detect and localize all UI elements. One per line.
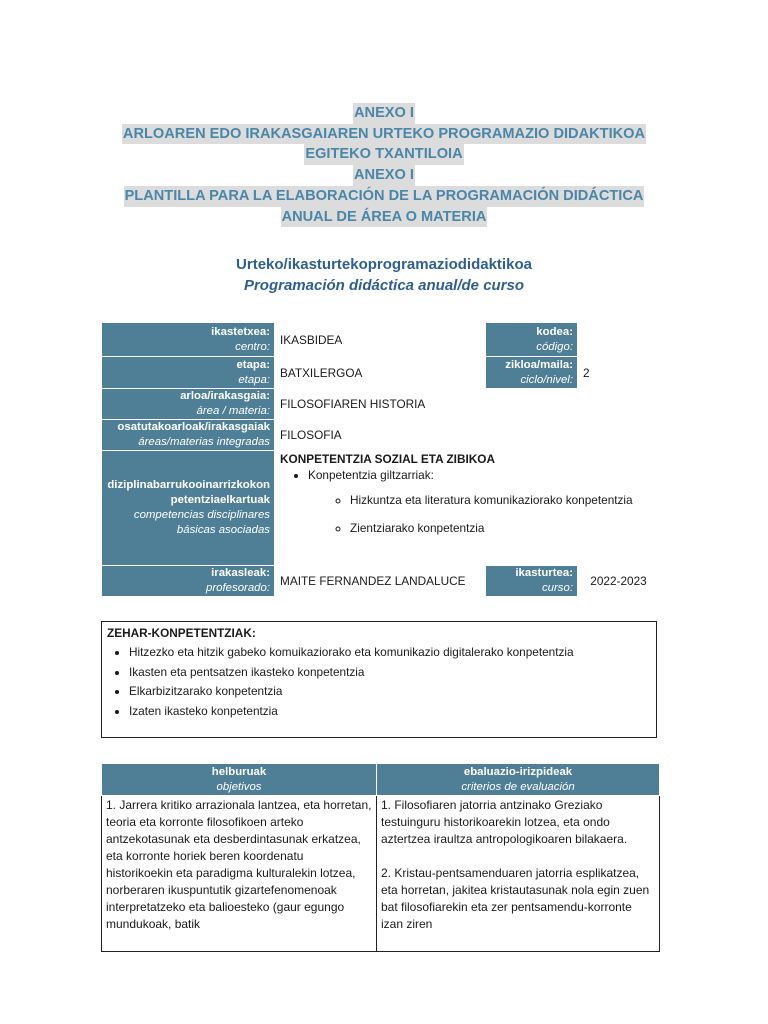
area-label-es: área / materia:: [196, 405, 270, 417]
etapa-label-cell: [102, 357, 275, 389]
area-label-eu: arloa/irakasgaia:: [180, 390, 270, 402]
competencias-title: KONPETENTZIA SOZIAL ETA ZIBIKOA: [280, 452, 495, 466]
subtitle-basque: Urteko/ikasturtekoprogramaziodidaktikoa: [236, 256, 532, 273]
objectives-table: [101, 763, 660, 952]
integradas-value: FILOSOFIA: [275, 420, 660, 451]
ciclo-label-es: ciclo/nivel:: [520, 373, 573, 386]
curso-label-eu: ikasturtea:: [515, 567, 573, 579]
criteria-header-eu: ebaluazio-irizpideak: [463, 765, 573, 778]
ciclo-label-eu: zikloa/maila:: [505, 358, 573, 371]
etapa-label-es: etapa:: [238, 373, 270, 386]
area-label-cell: [102, 389, 275, 420]
etapa-value: BATXILERGOA: [275, 357, 486, 389]
codigo-label-es: código:: [536, 340, 573, 353]
list-item: ◦ Zientziarako konpetentzia: [350, 521, 654, 536]
centro-label-eu: ikastetxea:: [211, 325, 270, 338]
integradas-label-eu: osatutakoarloak/irakasgaiak: [117, 421, 270, 433]
list-item: • Ikasten eta pentsatzen ikasteko konpetentzia: [129, 663, 651, 683]
list-item: • Izaten ikasteko konpetentzia: [129, 702, 651, 722]
list-item: ◦ Hizkuntza eta literatura komunikaziorako konpetentzia: [350, 493, 654, 508]
integradas-label-es: áreas/materias integradas: [138, 436, 270, 448]
criterion-1: 1. Filosofiaren jatorria antzinako Greziako testuinguru historikoarekin lotzea, eta ondo aztertzea iraultza antropologikoaren bilakaera.: [381, 798, 628, 846]
title-line: PLANTILLA PARA LA ELABORACIÓN DE LA PROGRAMACIÓN DIDÁCTICA: [124, 186, 645, 207]
profesorado-value: MAITE FERNANDEZ LANDALUCE: [275, 566, 486, 597]
profesorado-label-cell: [102, 566, 275, 597]
etapa-label-eu: etapa:: [236, 358, 270, 371]
transversal-list: [107, 643, 651, 721]
criterion-2: 2. Kristau-pentsamenduaren jatorria esplikatzea, eta horretan, jakitea kristautasunak nola egin zuen bat filosofiarekin eta zer pentsamendu-korronte izan ziren: [381, 866, 650, 931]
subtitle-block: [0, 254, 768, 296]
integradas-label-cell: [102, 420, 275, 451]
profesorado-label-es: profesorado:: [206, 582, 270, 594]
transversal-title: ZEHAR-KONPETENTZIAK:: [107, 626, 256, 640]
objectives-header: [102, 764, 377, 796]
competencias-label-eu-2: petentziaelkartuak: [170, 494, 270, 506]
competencias-label-es-1: competencias disciplinares: [133, 509, 270, 521]
curso-label-es: curso:: [541, 582, 573, 594]
curso-label-cell: [486, 566, 578, 597]
centro-value: IKASBIDEA: [275, 323, 486, 357]
transversal-competences-box: [101, 621, 657, 738]
objectives-header-eu: helburuak: [211, 765, 267, 778]
criteria-cell: [377, 796, 660, 952]
profesorado-label-eu: irakasleak:: [211, 567, 270, 579]
area-value: FILOSOFIAREN HISTORIA: [275, 389, 660, 420]
codigo-label-eu: kodea:: [536, 325, 573, 338]
objectives-header-es: objetivos: [216, 780, 262, 793]
doc-title-block: [0, 103, 768, 227]
competencias-bullet: Konpetentzia giltzarriak:: [308, 468, 434, 482]
codigo-label-cell: [486, 323, 578, 357]
competencias-label-cell: [102, 451, 275, 566]
title-line: EGITEKO TXANTILOIA: [304, 144, 463, 165]
competencias-label-eu-1: diziplinabarrukooinarrizkokon: [107, 479, 270, 491]
ciclo-label-cell: [486, 357, 578, 389]
title-line: ANUAL DE ÁREA O MATERIA: [281, 207, 488, 228]
title-line: ARLOAREN EDO IRAKASGAIAREN URTEKO PROGRAMAZIO DIDAKTIKOA: [122, 124, 646, 145]
competencias-label-es-2: básicas asociadas: [176, 524, 270, 536]
list-item: • Hitzezko eta hitzik gabeko komuikaziorako eta komunikazio digitalerako konpetentzia: [129, 643, 651, 663]
title-line: ANEXO I: [353, 103, 415, 124]
title-line: ANEXO I: [353, 165, 415, 186]
centro-label-cell: [102, 323, 275, 357]
ciclo-value: 2: [578, 357, 660, 389]
codigo-value: [578, 323, 660, 357]
objective-text: 1. Jarrera kritiko arrazionala lantzea, eta horretan, teoria eta korronte filosofikoen arteko antzekotasunak eta desberdintasunak erkatzea, eta korronte horiek beren koordenatu historikoekin eta paradigma kulturalekin lotzea, norberaren ikuspuntutik gizartefenomenoak interpretatzeko eta balioesteko (gaur egungo mundukoak, batik: [106, 798, 372, 931]
curso-value: 2022-2023: [578, 566, 660, 597]
competencias-sublist: [308, 493, 654, 536]
centro-label-es: centro:: [235, 340, 270, 353]
list-item: [308, 468, 654, 536]
subtitle-spanish: Programación didáctica anual/de curso: [243, 277, 525, 294]
info-table: [101, 322, 660, 597]
competencias-value: [275, 451, 660, 566]
competencias-list: [280, 468, 654, 536]
objectives-cell: [102, 796, 377, 952]
criteria-header: [377, 764, 660, 796]
criteria-header-es: criterios de evaluación: [461, 780, 575, 793]
list-item: • Elkarbizitzarako konpetentzia: [129, 682, 651, 702]
